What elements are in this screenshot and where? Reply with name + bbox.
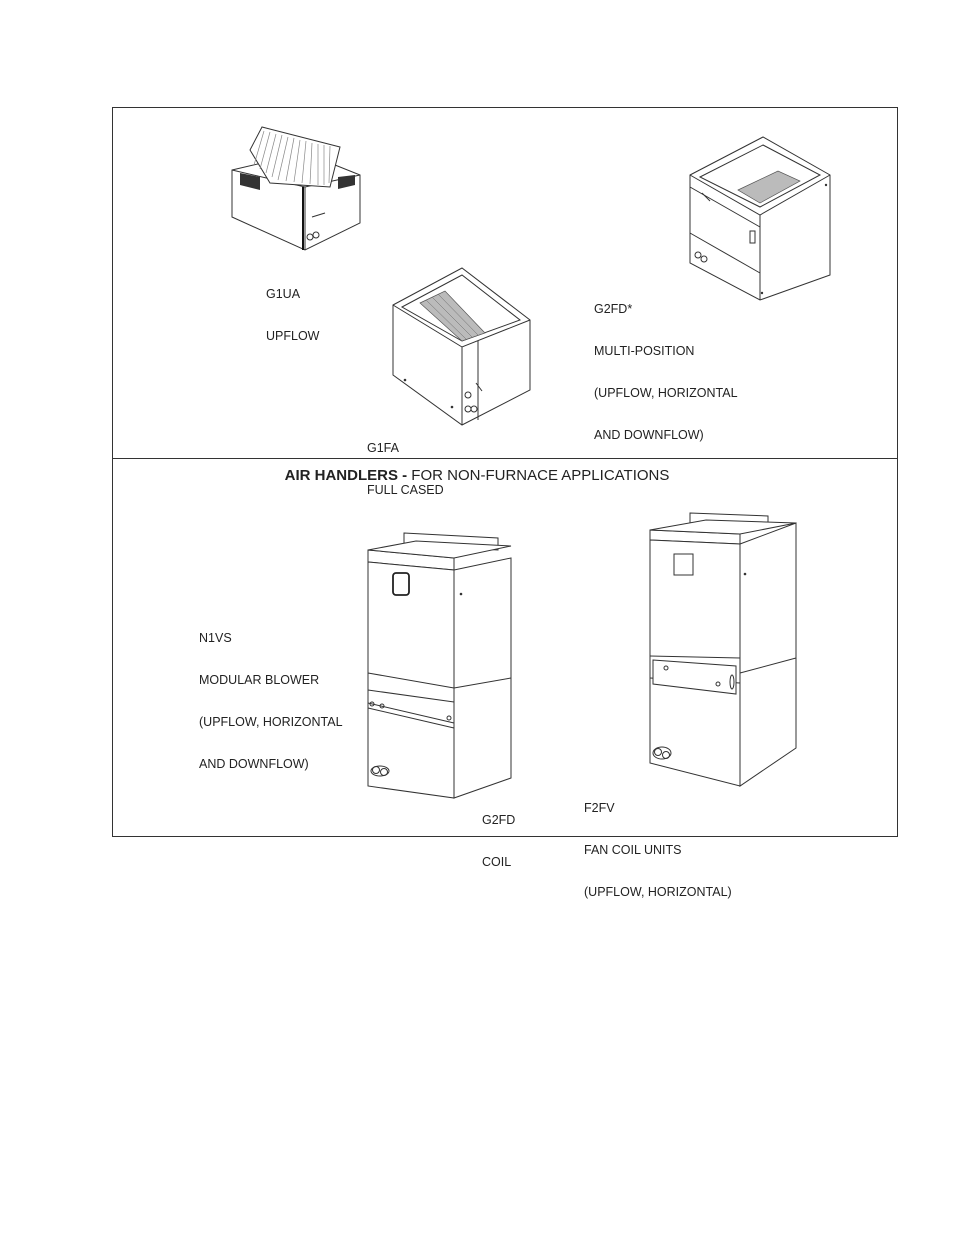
g1ua-label [266,259,319,357]
g2fd-star-model: G2FD* [594,302,633,316]
section-title [0,467,954,484]
n1vs-model: N1VS [199,631,232,645]
n1vs-line3: AND DOWNFLOW) [199,757,309,771]
section-title-bold: AIR HANDLERS [284,467,398,484]
section-divider [112,458,898,459]
g2fd-desc: COIL [482,855,512,869]
g1ua-coil-illustration [230,125,365,255]
f2fv-label [584,773,732,913]
g2fd-star-line2: (UPFLOW, HORIZONTAL [594,386,738,400]
n1vs-label [199,603,343,785]
section-title-dash: - [397,467,412,484]
f2fv-fan-coil-illustration [648,508,800,788]
f2fv-model: F2FV [584,801,615,815]
n1vs-modular-blower-illustration [366,528,516,803]
g1ua-model: G1UA [266,287,301,301]
g2fd-label [482,785,515,883]
g2fd-star-line3: AND DOWNFLOW) [594,428,704,442]
g1fa-label [367,413,444,511]
g1fa-coil-illustration [390,265,535,430]
f2fv-line1: FAN COIL UNITS [584,843,682,857]
section-title-rest: FOR NON-FURNACE APPLICATIONS [411,467,670,484]
f2fv-line2: (UPFLOW, HORIZONTAL) [584,885,732,899]
g2fd-model: G2FD [482,813,516,827]
n1vs-line1: MODULAR BLOWER [199,673,320,687]
g2fd-star-line1: MULTI-POSITION [594,344,695,358]
g1fa-model: G1FA [367,441,399,455]
g1ua-desc: UPFLOW [266,329,320,343]
n1vs-line2: (UPFLOW, HORIZONTAL [199,715,343,729]
g2fd-star-label [594,274,738,456]
g1fa-desc: FULL CASED [367,483,444,497]
